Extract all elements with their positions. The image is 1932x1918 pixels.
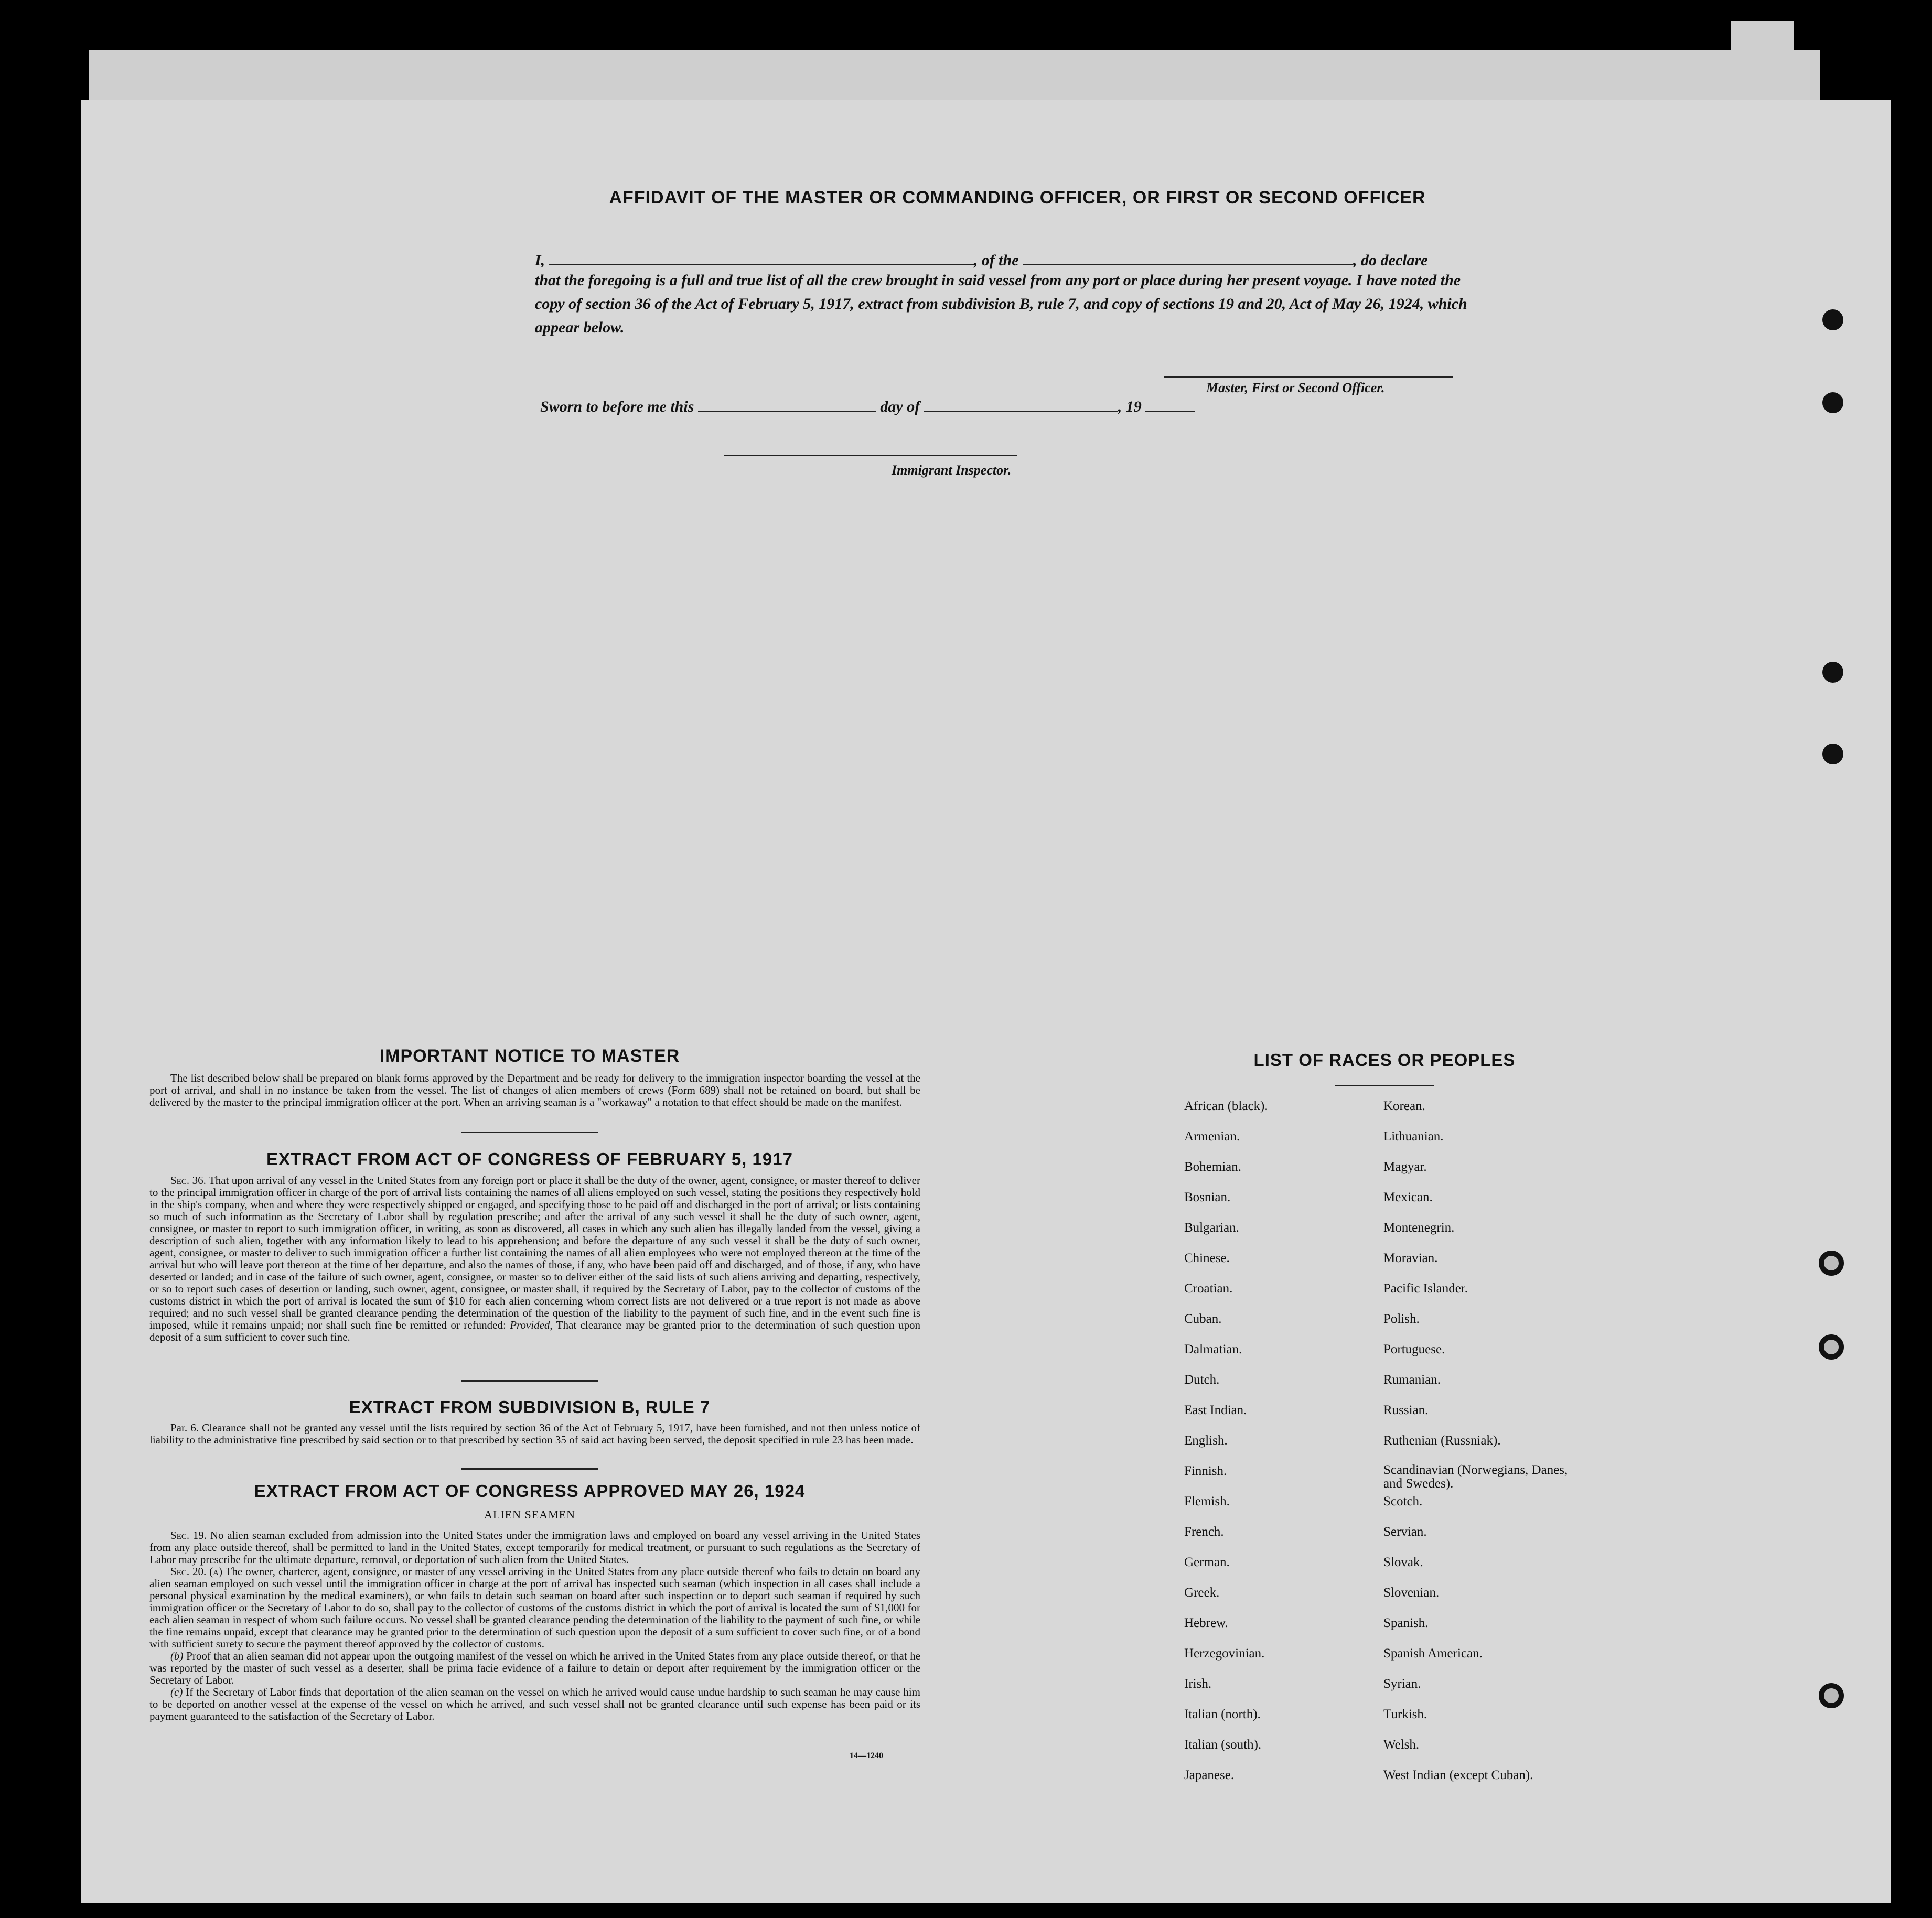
race-item: Italian (south). xyxy=(1184,1738,1262,1752)
month-blank[interactable] xyxy=(924,397,1118,412)
section-label: (b) xyxy=(170,1650,184,1662)
race-item: Servian. xyxy=(1383,1525,1427,1539)
punch-hole xyxy=(1819,1251,1844,1276)
year-prefix: , 19 xyxy=(1118,398,1142,415)
punch-hole xyxy=(1822,662,1843,683)
race-item: Finnish. xyxy=(1184,1464,1227,1478)
punch-hole xyxy=(1819,1683,1844,1708)
race-item: Lithuanian. xyxy=(1383,1129,1444,1144)
race-item: Korean. xyxy=(1383,1099,1425,1113)
of-the-label: , of the xyxy=(973,252,1019,269)
race-item: East Indian. xyxy=(1184,1403,1247,1417)
extract-1924-body xyxy=(149,1529,920,1722)
race-item: Portuguese. xyxy=(1383,1342,1445,1356)
do-declare-label: , do declare xyxy=(1353,252,1428,269)
inspector-label: Immigrant Inspector. xyxy=(892,462,1012,478)
race-item: Moravian. xyxy=(1383,1251,1438,1265)
race-item: African (black). xyxy=(1184,1099,1268,1113)
section-label: (c) xyxy=(170,1686,183,1698)
race-item: Armenian. xyxy=(1184,1129,1240,1144)
extract-rule7-body xyxy=(149,1422,920,1446)
extract-1924-subtitle: ALIEN SEAMEN xyxy=(484,1508,575,1521)
notice-paragraph: The list described below shall be prepared on blank forms approved by the Department and be ready for delivery to the immigration inspector boarding the vessel at the port of arrival, and shall in no instance be taken from the vessel. The list of changes of alien members of crews (Form 689) shall not be retained on board, but shall be delivered by the master to the principal immigration officer at the port. When an arriving seaman is a "workaway" a notation to that effect should be made on the manifest. xyxy=(149,1072,920,1108)
races-title: LIST OF RACES OR PEOPLES xyxy=(1253,1050,1516,1070)
race-item: Bohemian. xyxy=(1184,1160,1242,1174)
race-item: Chinese. xyxy=(1184,1251,1230,1265)
section-text: Proof that an alien seaman did not appear upon the outgoing manifest of the vessel on which he arrived in the United States from any place outside thereof, or that he was reported by the master of such vessel as a deserter, shall be prima facie evidence of a failure to detain or deport after requirement by the immigration officer or the Secretary of Labor. xyxy=(149,1650,921,1686)
race-item: Dalmatian. xyxy=(1184,1342,1242,1356)
divider xyxy=(461,1380,598,1382)
inspector-signature-line[interactable] xyxy=(724,455,1017,456)
extract-rule7-title: EXTRACT FROM SUBDIVISION B, RULE 7 xyxy=(349,1397,711,1417)
race-item: German. xyxy=(1184,1555,1230,1569)
race-item: Magyar. xyxy=(1383,1160,1427,1174)
section-label: Sec. 19. xyxy=(170,1529,207,1542)
sworn-line xyxy=(540,397,1195,416)
torn-corner xyxy=(1731,21,1794,68)
extract-1917-title: EXTRACT FROM ACT OF CONGRESS OF FEBRUARY 5, 1917 xyxy=(266,1149,793,1169)
signature-label: Master, First or Second Officer. xyxy=(1206,380,1385,395)
race-item: Scotch. xyxy=(1383,1494,1423,1508)
race-item: Ruthenian (Russniak). xyxy=(1383,1434,1501,1448)
race-item: Bulgarian. xyxy=(1184,1221,1239,1235)
divider xyxy=(461,1468,598,1470)
affidavit-declaration-line xyxy=(535,251,1427,270)
race-item: Polish. xyxy=(1383,1312,1420,1326)
punch-hole xyxy=(1819,1334,1844,1360)
section-20c-paragraph xyxy=(149,1686,920,1722)
sworn-prefix: Sworn to before me this xyxy=(540,398,694,415)
race-item: Cuban. xyxy=(1184,1312,1222,1326)
section-text: That upon arrival of any vessel in the United States from any foreign port or place it shall be the duty of the owner, agent, consignee, or master thereof to deliver to the principal immigration officer in charge of the port of arrival lists containing the names of all aliens employed on such vessel, stating the positions they respectively hold in the ship's company, when and where they were respectively shipped or engaged, and specifying those to be paid off and discharged in the port of arrival; or lists containing so much of such information as the Secretary of Labor shall by regulation prescribe; and after the arrival of any such vessel it shall be the duty of such owner, agent, consignee, or master to report to such immigration officer, in writing, as soon as discovered, all cases in which any such alien has illegally landed from the vessel, giving a description of such alien, together with any information likely to lead to his apprehension; and before the departure of any such vessel it shall be the duty of such owner, agent, consignee, or master to deliver to such immigration officer a further list containing the names of all alien employees who were not employed thereon at the time of the arrival but who will leave port thereon at the time of her departure, and also the names of those, if any, who have been paid off and discharged, and of those, if any, who have deserted or landed; and in case of the failure of such owner, agent, consignee, or master so to deliver either of the said lists of such aliens arriving and departing, respectively, or so to report such cases of desertion or landing, such owner, agent, consignee, or master shall, if required by the Secretary of Labor, pay to the collector of customs of the customs district in which the port of arrival is located the sum of $10 for each alien concerning whom correct lists are not delivered or a true report is not made as above required; and no such vessel shall be granted clearance pending the determination of the question of the liability to the payment of such fine, and in the event such fine is imposed, while it remains unpaid; nor shall such fine be remitted or refunded: xyxy=(149,1174,920,1331)
race-item: Montenegrin. xyxy=(1383,1221,1455,1235)
race-item: Russian. xyxy=(1383,1403,1429,1417)
section-text: If the Secretary of Labor finds that deportation of the alien seaman on the vessel on which he arrived would cause undue hardship to such seaman he may cause him to be deported on another vessel at the expense of the vessel on which he arrived, and such vessel shall not be granted clearance until such expense has been paid or its payment guaranteed to the satisfaction of the Secretary of Labor. xyxy=(149,1686,921,1722)
divider xyxy=(461,1132,598,1133)
section-label: Sec. 20. (a) xyxy=(170,1565,223,1578)
race-item: Dutch. xyxy=(1184,1373,1220,1387)
extract-1924-title: EXTRACT FROM ACT OF CONGRESS APPROVED MAY 26, 1924 xyxy=(254,1481,806,1501)
day-blank[interactable] xyxy=(698,397,876,412)
race-item: Syrian. xyxy=(1383,1677,1421,1691)
section-20b-paragraph xyxy=(149,1650,920,1686)
race-item: Slovenian. xyxy=(1383,1586,1440,1600)
race-item: Croatian. xyxy=(1184,1281,1233,1296)
section-label: Sec. 36. xyxy=(170,1174,206,1187)
notice-body xyxy=(149,1072,920,1108)
section-text: The owner, charterer, agent, consignee, or master of any vessel arriving in the United States from any place outside thereof who fails to detain on board any alien seaman employed on such vessel until the immigration officer in charge at the port of arrival has inspected such seaman (which inspection in all cases shall include a personal physical examination by the medical examiners), or who fails to detain such seaman on board after such inspection or to deport such seaman if required by such immigration officer or the Secretary of Labor to do so, shall pay to the collector of customs of the customs district in which the port of arrival is located the sum of $1,000 for each alien seaman in respect of whom such failure occurs. No vessel shall be granted clearance pending the determination of the liability to the payment of such fine, or while the fine remains unpaid, except that clearance may be granted prior to the determination of such question upon the deposit of a sum sufficient to cover such fine, or of a bond with sufficient surety to secure the payment thereof approved by the collector of customs. xyxy=(149,1565,921,1650)
race-item: Turkish. xyxy=(1383,1707,1427,1721)
race-item: Hebrew. xyxy=(1184,1616,1228,1630)
affidavit-title: AFFIDAVIT OF THE MASTER OR COMMANDING OFFICER, OR FIRST OR SECOND OFFICER xyxy=(609,188,1426,208)
race-item: French. xyxy=(1184,1525,1224,1539)
divider xyxy=(1335,1085,1434,1086)
i-prefix: I, xyxy=(535,252,545,269)
punch-hole xyxy=(1822,309,1843,330)
punch-hole xyxy=(1822,392,1843,413)
race-item: Herzegovinian. xyxy=(1184,1646,1265,1661)
race-item: Slovak. xyxy=(1383,1555,1423,1569)
section-text: No alien seaman excluded from admission into the United States under the immigration laws and employed on board any vessel arriving in the United States from any place outside thereof, shall be permitted to land in the United States, except temporarily for medical treatment, or pursuant to such regulations as the Secretary of Labor may prescribe for the ultimate departure, removal, or deportation of such alien from the United States. xyxy=(149,1529,921,1566)
races-left-column xyxy=(1184,1098,1383,1798)
race-item: Spanish American. xyxy=(1383,1646,1483,1661)
section-36-paragraph xyxy=(149,1174,920,1343)
race-item: West Indian (except Cuban). xyxy=(1383,1768,1533,1782)
signature-line[interactable] xyxy=(1164,376,1453,378)
punch-hole xyxy=(1822,744,1843,764)
section-19-paragraph xyxy=(149,1529,920,1566)
race-item: Pacific Islander. xyxy=(1383,1281,1468,1296)
race-item: Greek. xyxy=(1184,1586,1220,1600)
race-item: Spanish. xyxy=(1383,1616,1429,1630)
race-item: Mexican. xyxy=(1383,1190,1433,1204)
race-item: Bosnian. xyxy=(1184,1190,1231,1204)
race-item: English. xyxy=(1184,1434,1228,1448)
proviso-label: Provided, xyxy=(510,1319,553,1331)
notice-title: IMPORTANT NOTICE TO MASTER xyxy=(379,1046,680,1066)
races-right-column xyxy=(1383,1098,1583,1798)
race-item: Flemish. xyxy=(1184,1494,1230,1508)
section-20a-paragraph xyxy=(149,1566,920,1650)
race-item: Irish. xyxy=(1184,1677,1212,1691)
vessel-blank[interactable] xyxy=(1023,251,1353,265)
name-blank[interactable] xyxy=(549,251,974,265)
race-item: Scandinavian (Norwegians, Danes, and Swedes). xyxy=(1383,1463,1568,1491)
form-number: 14—1240 xyxy=(850,1751,883,1760)
affidavit-statement: that the foregoing is a full and true list of all the crew brought in said vessel from any port or place during her present voyage. I have noted the copy of section 36 of the Act of February 5, 1917, extract from subdivision B, rule 7, and copy of sections 19 and 20, Act of May 26, 1924, which appear below. xyxy=(535,272,1467,336)
race-item: Italian (north). xyxy=(1184,1707,1261,1721)
extract-1917-body xyxy=(149,1174,920,1343)
race-item: Japanese. xyxy=(1184,1768,1235,1782)
race-item: Welsh. xyxy=(1383,1738,1420,1752)
rule7-paragraph: Par. 6. Clearance shall not be granted any vessel until the lists required by section 36 of the Act of February 5, 1917, have been furnished, and not then unless notice of liability to the administrative fine prescribed by said section or to that prescribed by section 35 of said act having been served, the deposit specified in rule 23 has been made. xyxy=(149,1421,920,1446)
proviso-text: That clearance may be granted prior to the determination of such question upon deposit of a sum sufficient to cover such fine. xyxy=(149,1319,920,1343)
race-item: Rumanian. xyxy=(1383,1373,1441,1387)
day-of-label: day of xyxy=(880,398,920,415)
year-blank[interactable] xyxy=(1145,397,1195,412)
